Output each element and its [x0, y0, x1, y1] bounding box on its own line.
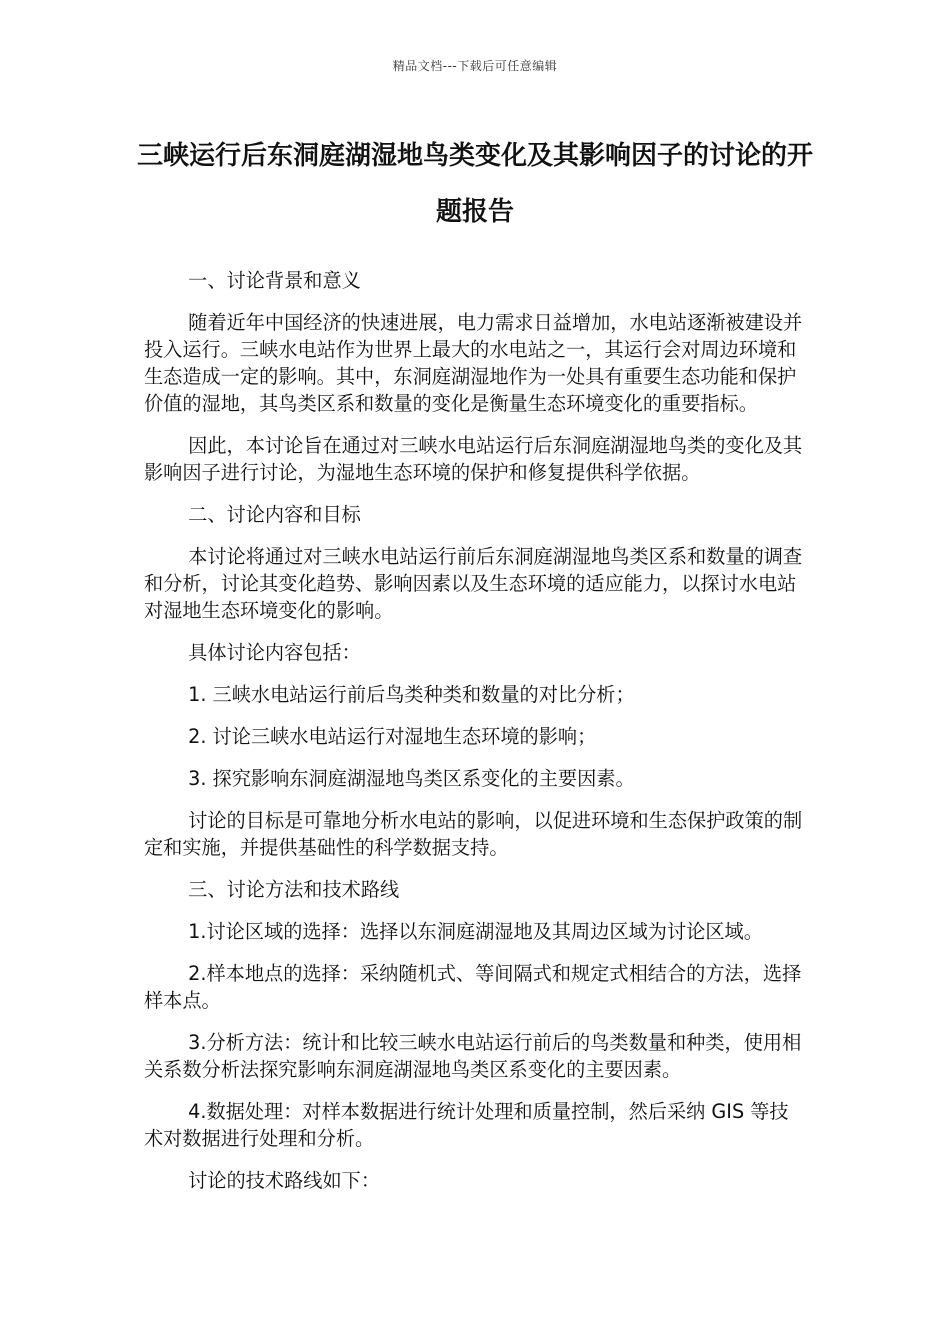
paragraph-background: 随着近年中国经济的快速进展，电力需求日益增加，水电站逐渐被建设并投入运行。三峡水电站作为世界上最大的水电站之一，其运行会对周边环境和生态造成一定的影响。其中，东洞庭湖湿地作为一处具有重要生态功能和保护价值的湿地，其鸟类区系和数量的变化是衡量生态环境变化的重要指标。 [144, 311, 803, 415]
paragraph-content: 本讨论将通过对三峡水电站运行前后东洞庭湖湿地鸟类区系和数量的调查和分析，讨论其变化趋势、影响因素以及生态环境的适应能力，以探讨水电站对湿地生态环境变化的影响。 [144, 545, 803, 622]
list-item-content-3: 3. 探究影响东洞庭湖湿地鸟类区系变化的主要因素。 [188, 767, 635, 790]
paragraph-route-intro: 讨论的技术路线如下： [188, 1169, 381, 1192]
list-item-method-2: 2.样本地点的选择：采纳随机式、等间隔式和规定式相结合的方法，选择样本点。 [144, 962, 802, 1012]
page-title: 三峡运行后东洞庭湖湿地鸟类变化及其影响因子的讨论的开题报告 [136, 141, 813, 227]
list-item-method-3: 3.分析方法：统计和比较三峡水电站运行前后的鸟类数量和种类，使用相关系数分析法探究影响东洞庭湖湿地鸟类区系变化的主要因素。 [144, 1031, 802, 1081]
section-heading-content: 二、讨论内容和目标 [188, 503, 361, 526]
list-item-content-1: 1. 三峡水电站运行前后鸟类种类和数量的对比分析； [188, 683, 635, 706]
list-item-method-4: 4.数据处理：对样本数据进行统计处理和质量控制，然后采纳 GIS 等技术对数据进行处理和分析。 [144, 1100, 789, 1150]
list-item-content-2: 2. 讨论三峡水电站运行对湿地生态环境的影响； [188, 725, 597, 748]
paragraph-goal: 讨论的目标是可靠地分析水电站的影响，以促进环境和生态保护政策的制定和实施，并提供基础性的科学数据支持。 [144, 809, 803, 859]
list-item-method-1: 1.讨论区域的选择：选择以东洞庭湖湿地及其周边区域为讨论区域。 [188, 920, 763, 943]
section-heading-method: 三、讨论方法和技术路线 [188, 878, 400, 901]
paragraph-purpose: 因此，本讨论旨在通过对三峡水电站运行后东洞庭湖湿地鸟类的变化及其影响因子进行讨论，为湿地生态环境的保护和修复提供科学依据。 [144, 434, 803, 484]
section-heading-background: 一、讨论背景和意义 [188, 269, 361, 292]
paragraph-content-intro: 具体讨论内容包括： [188, 641, 361, 664]
header-note: 精品文档---下载后可任意编辑 [392, 59, 558, 73]
document-body [144, 267, 804, 1194]
